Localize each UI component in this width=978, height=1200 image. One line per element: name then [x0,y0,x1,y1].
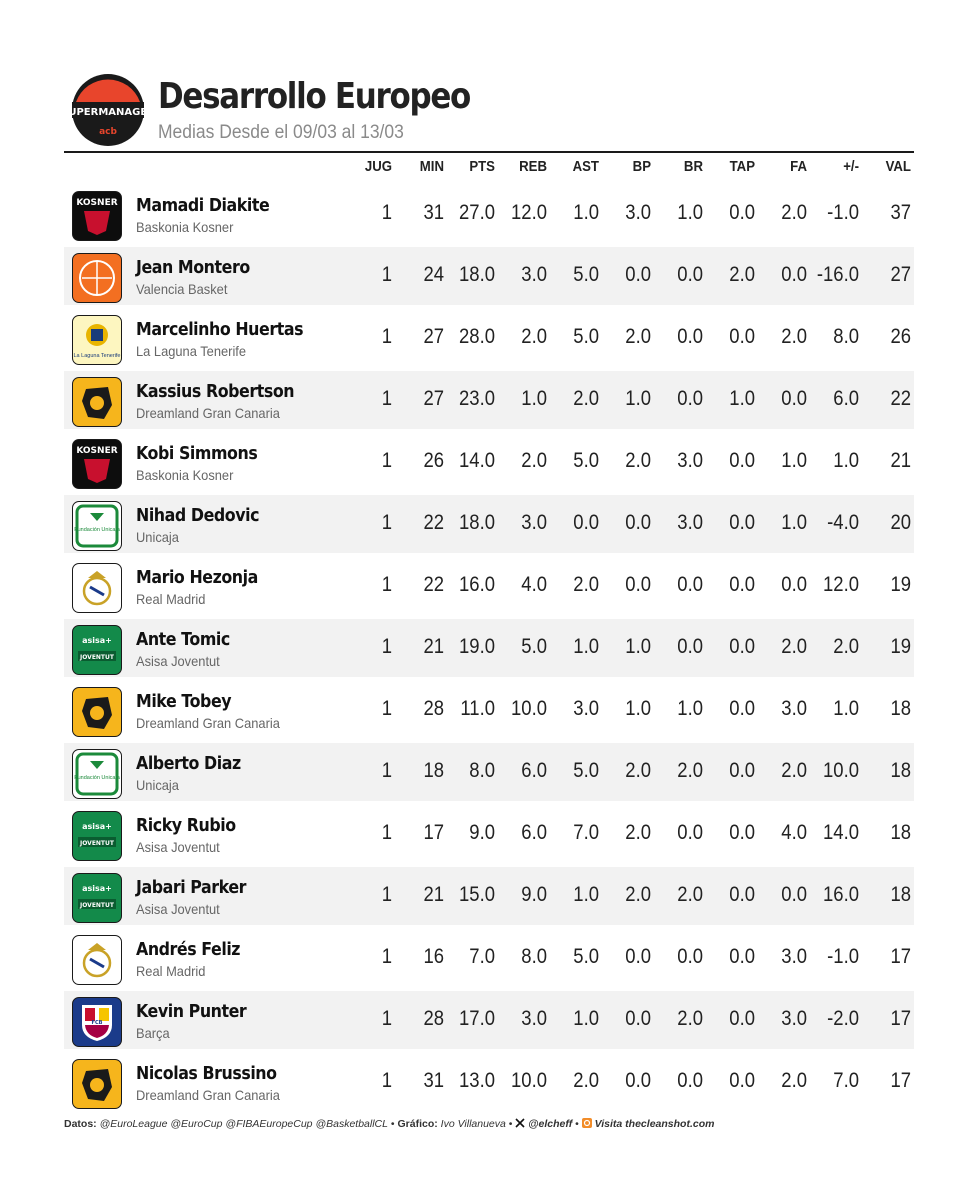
stat-plusminus: -2.0 [827,1007,859,1030]
stat-reb: 6.0 [521,821,547,844]
stat-fa: 1.0 [781,511,807,534]
stat-fa: 3.0 [781,945,807,968]
svg-text:JOVENTUT: JOVENTUT [80,902,114,909]
stat-plusminus: 14.0 [823,821,859,844]
col-header-val: VAL [885,158,911,175]
x-logo-icon [515,1118,525,1128]
stat-tap: 1.0 [729,387,755,410]
stat-reb: 2.0 [521,449,547,472]
col-header-bp: BP [632,158,651,175]
table-row [64,929,914,987]
stat-fa: 0.0 [781,573,807,596]
stat-ast: 1.0 [573,201,599,224]
stat-br: 0.0 [677,821,703,844]
stat-fa: 3.0 [781,697,807,720]
barca-logo-icon [72,997,122,1047]
stat-br: 1.0 [677,201,703,224]
team-name: Asisa Joventut [136,653,220,669]
stat-tap: 0.0 [729,325,755,348]
stat-jug: 1 [381,573,392,596]
stat-val: 19 [890,635,911,658]
stat-plusminus: -1.0 [827,945,859,968]
stat-br: 3.0 [677,449,703,472]
stat-pts: 13.0 [459,1069,495,1092]
stat-br: 0.0 [677,573,703,596]
stat-ast: 1.0 [573,1007,599,1030]
supermanager-logo-icon [61,72,155,148]
stat-pts: 8.0 [469,759,495,782]
stat-reb: 1.0 [521,387,547,410]
stat-reb: 12.0 [511,201,547,224]
joventut-logo-icon [72,873,122,923]
stat-pts: 14.0 [459,449,495,472]
table-row [64,805,914,863]
team-name: Baskonia Kosner [136,467,234,483]
stat-pts: 9.0 [469,821,495,844]
stat-fa: 2.0 [781,201,807,224]
stat-br: 0.0 [677,325,703,348]
stat-ast: 5.0 [573,325,599,348]
stat-val: 22 [890,387,911,410]
stat-fa: 1.0 [781,449,807,472]
stat-plusminus: 2.0 [833,635,859,658]
unicaja-logo-icon [72,501,122,551]
stat-val: 37 [890,201,911,224]
table-row [64,1053,914,1111]
team-name: Real Madrid [136,591,206,607]
col-header-br: BR [683,158,703,175]
stat-min: 22 [423,573,444,596]
stat-ast: 5.0 [573,945,599,968]
stat-bp: 0.0 [625,945,651,968]
stat-val: 27 [890,263,911,286]
stat-val: 18 [890,883,911,906]
stat-min: 31 [423,201,444,224]
stat-ast: 2.0 [573,573,599,596]
tenerife-logo-icon [72,315,122,365]
svg-text:La Laguna Tenerife: La Laguna Tenerife [73,353,121,359]
team-name: Valencia Basket [136,281,228,297]
stat-pts: 27.0 [459,201,495,224]
stat-fa: 2.0 [781,1069,807,1092]
table-row [64,743,914,801]
stat-min: 28 [423,697,444,720]
stat-val: 18 [890,759,911,782]
stat-jug: 1 [381,449,392,472]
stat-min: 16 [423,945,444,968]
stat-tap: 0.0 [729,697,755,720]
stat-bp: 0.0 [625,1007,651,1030]
stat-val: 20 [890,511,911,534]
stat-jug: 1 [381,759,392,782]
stat-val: 18 [890,697,911,720]
col-header-ast: AST [572,158,599,175]
stat-reb: 8.0 [521,945,547,968]
stat-ast: 0.0 [573,511,599,534]
stat-br: 1.0 [677,697,703,720]
stat-fa: 0.0 [781,387,807,410]
svg-text:asisa+: asisa+ [82,636,112,645]
stat-pts: 7.0 [469,945,495,968]
gran-canaria-logo-icon [72,377,122,427]
real-madrid-logo-icon [72,935,122,985]
stat-val: 19 [890,573,911,596]
col-header-pts: PTS [469,158,495,175]
footer-datos-value: @EuroLeague @EuroCup @FIBAEuropeCup @BasketballCL [99,1118,388,1130]
stat-br: 2.0 [677,1007,703,1030]
table-row [64,991,914,1049]
unicaja-logo-icon [72,749,122,799]
stat-bp: 0.0 [625,1069,651,1092]
table-row [64,557,914,615]
stat-pts: 18.0 [459,263,495,286]
player-name: Mario Hezonja [136,567,258,588]
table-row [64,681,914,739]
page-subtitle: Medias Desde el 09/03 al 13/03 [158,122,404,143]
page-title: Desarrollo Europeo [158,76,471,117]
player-name: Ricky Rubio [136,815,236,836]
stat-min: 17 [423,821,444,844]
stat-val: 17 [890,1007,911,1030]
stat-tap: 0.0 [729,635,755,658]
team-name: Dreamland Gran Canaria [136,715,280,731]
team-name: Unicaja [136,529,179,545]
player-name: Mike Tobey [136,691,232,712]
stat-plusminus: 16.0 [823,883,859,906]
stat-bp: 1.0 [625,387,651,410]
player-name: Alberto Diaz [136,753,241,774]
player-name: Andrés Feliz [136,939,241,960]
stat-br: 0.0 [677,1069,703,1092]
stat-tap: 0.0 [729,449,755,472]
stat-bp: 2.0 [625,883,651,906]
svg-text:SUPERMANAGER: SUPERMANAGER [61,107,155,118]
stat-ast: 5.0 [573,449,599,472]
col-header-plusminus: +/- [843,158,859,175]
stat-plusminus: 10.0 [823,759,859,782]
stat-reb: 6.0 [521,759,547,782]
stat-tap: 0.0 [729,759,755,782]
stat-fa: 0.0 [781,263,807,286]
stat-min: 31 [423,1069,444,1092]
stat-min: 26 [423,449,444,472]
stat-bp: 1.0 [625,635,651,658]
stat-tap: 2.0 [729,263,755,286]
player-name: Jean Montero [136,257,250,278]
player-name: Jabari Parker [136,877,246,898]
stat-jug: 1 [381,325,392,348]
col-header-jug: JUG [364,158,392,175]
stat-jug: 1 [381,945,392,968]
svg-text:asisa+: asisa+ [82,884,112,893]
stat-tap: 0.0 [729,511,755,534]
table-row [64,309,914,367]
stat-tap: 0.0 [729,573,755,596]
baskonia-logo-icon [72,191,122,241]
player-name: Kassius Robertson [136,381,295,402]
stat-jug: 1 [381,263,392,286]
table-row [64,433,914,491]
stat-reb: 4.0 [521,573,547,596]
stat-min: 21 [423,635,444,658]
stat-jug: 1 [381,821,392,844]
stat-ast: 5.0 [573,263,599,286]
stat-fa: 0.0 [781,883,807,906]
stat-jug: 1 [381,1069,392,1092]
svg-text:KOSNER: KOSNER [76,198,118,208]
footer-datos-label: Datos: [64,1118,97,1130]
stat-val: 18 [890,821,911,844]
stat-jug: 1 [381,635,392,658]
footer-grafico-value: Ivo Villanueva [440,1118,506,1130]
stat-bp: 0.0 [625,573,651,596]
stat-bp: 2.0 [625,821,651,844]
stat-reb: 2.0 [521,325,547,348]
col-header-tap: TAP [729,158,755,175]
stat-plusminus: 8.0 [833,325,859,348]
stat-reb: 9.0 [521,883,547,906]
stat-plusminus: 1.0 [833,449,859,472]
stat-reb: 3.0 [521,1007,547,1030]
stat-bp: 0.0 [625,263,651,286]
stat-jug: 1 [381,697,392,720]
stat-reb: 5.0 [521,635,547,658]
team-name: Asisa Joventut [136,839,220,855]
team-name: Dreamland Gran Canaria [136,405,280,421]
stat-jug: 1 [381,1007,392,1030]
stat-plusminus: 1.0 [833,697,859,720]
player-name: Kevin Punter [136,1001,247,1022]
stat-ast: 7.0 [573,821,599,844]
stat-pts: 15.0 [459,883,495,906]
stat-fa: 4.0 [781,821,807,844]
stat-ast: 3.0 [573,697,599,720]
svg-text:asisa+: asisa+ [82,822,112,831]
stat-pts: 16.0 [459,573,495,596]
stat-br: 2.0 [677,883,703,906]
team-name: Dreamland Gran Canaria [136,1087,280,1103]
valencia-logo-icon [72,253,122,303]
col-header-reb: REB [519,158,547,175]
stat-br: 0.0 [677,387,703,410]
table-row [64,867,914,925]
stat-jug: 1 [381,511,392,534]
stat-reb: 10.0 [511,1069,547,1092]
stat-min: 24 [423,263,444,286]
stat-min: 18 [423,759,444,782]
stat-reb: 10.0 [511,697,547,720]
team-name: La Laguna Tenerife [136,343,247,359]
stat-ast: 1.0 [573,635,599,658]
stat-tap: 0.0 [729,821,755,844]
team-name: Baskonia Kosner [136,219,234,235]
header-divider [64,151,914,153]
stat-bp: 0.0 [625,511,651,534]
stat-plusminus: 6.0 [833,387,859,410]
svg-text:FCB: FCB [91,1020,103,1026]
stat-br: 3.0 [677,511,703,534]
stat-tap: 0.0 [729,1069,755,1092]
stat-pts: 19.0 [459,635,495,658]
stat-bp: 3.0 [625,201,651,224]
stat-pts: 17.0 [459,1007,495,1030]
stat-pts: 18.0 [459,511,495,534]
player-name: Mamadi Diakite [136,195,270,216]
stat-reb: 3.0 [521,511,547,534]
footer-x-handle[interactable]: @elcheff [528,1118,573,1130]
stat-bp: 2.0 [625,449,651,472]
stat-tap: 0.0 [729,883,755,906]
stat-ast: 2.0 [573,387,599,410]
stat-fa: 2.0 [781,635,807,658]
footer: Datos: @EuroLeague @EuroCup @FIBAEuropeCup @BasketballCL • Gráfico: Ivo Villanueva • @elcheff • Visita thecleanshot.com [64,1118,715,1130]
stat-val: 26 [890,325,911,348]
table-row [64,247,914,305]
table-row [64,495,914,553]
stat-reb: 3.0 [521,263,547,286]
stat-br: 0.0 [677,945,703,968]
stat-pts: 28.0 [459,325,495,348]
table-row [64,185,914,243]
stat-min: 27 [423,387,444,410]
svg-text:JOVENTUT: JOVENTUT [80,840,114,847]
real-madrid-logo-icon [72,563,122,613]
stat-tap: 0.0 [729,1007,755,1030]
joventut-logo-icon [72,811,122,861]
joventut-logo-icon [72,625,122,675]
stat-ast: 5.0 [573,759,599,782]
table-row [64,371,914,429]
stat-jug: 1 [381,201,392,224]
stat-plusminus: 7.0 [833,1069,859,1092]
stat-fa: 3.0 [781,1007,807,1030]
stat-br: 0.0 [677,263,703,286]
gran-canaria-logo-icon [72,687,122,737]
svg-text:Fundación Unicaja: Fundación Unicaja [74,527,120,533]
player-name: Nihad Dedovic [136,505,260,526]
player-name: Marcelinho Huertas [136,319,304,340]
svg-text:KOSNER: KOSNER [76,446,118,456]
table-row [64,619,914,677]
gran-canaria-logo-icon [72,1059,122,1109]
stat-plusminus: 12.0 [823,573,859,596]
stat-pts: 11.0 [460,697,495,720]
player-name: Nicolas Brussino [136,1063,277,1084]
stat-bp: 1.0 [625,697,651,720]
stat-ast: 2.0 [573,1069,599,1092]
stat-min: 21 [423,883,444,906]
footer-visit-link[interactable]: Visita thecleanshot.com [594,1118,715,1130]
stat-fa: 2.0 [781,759,807,782]
stat-jug: 1 [381,387,392,410]
player-name: Kobi Simmons [136,443,258,464]
stat-jug: 1 [381,883,392,906]
stat-bp: 2.0 [625,759,651,782]
col-header-fa: FA [790,158,807,175]
header [61,70,924,156]
baskonia-logo-icon [72,439,122,489]
svg-text:JOVENTUT: JOVENTUT [80,654,114,661]
stat-br: 0.0 [677,635,703,658]
stat-min: 22 [423,511,444,534]
stat-ast: 1.0 [573,883,599,906]
team-name: Asisa Joventut [136,901,220,917]
team-name: Unicaja [136,777,179,793]
stat-plusminus: -1.0 [827,201,859,224]
svg-text:acb: acb [99,127,117,137]
stat-fa: 2.0 [781,325,807,348]
stat-min: 27 [423,325,444,348]
stat-val: 17 [890,945,911,968]
stat-br: 2.0 [677,759,703,782]
stat-plusminus: -16.0 [816,263,859,286]
player-name: Ante Tomic [136,629,230,650]
stat-min: 28 [423,1007,444,1030]
stat-tap: 0.0 [729,945,755,968]
stat-bp: 2.0 [625,325,651,348]
svg-text:Fundación Unicaja: Fundación Unicaja [74,775,120,781]
stat-tap: 0.0 [729,201,755,224]
footer-grafico-label: Gráfico: [397,1118,438,1130]
stat-plusminus: -4.0 [827,511,859,534]
col-header-min: MIN [419,158,444,175]
team-name: Real Madrid [136,963,206,979]
team-name: Barça [136,1025,170,1041]
website-icon [582,1118,592,1128]
stat-val: 17 [890,1069,911,1092]
stat-val: 21 [890,449,911,472]
stat-pts: 23.0 [459,387,495,410]
